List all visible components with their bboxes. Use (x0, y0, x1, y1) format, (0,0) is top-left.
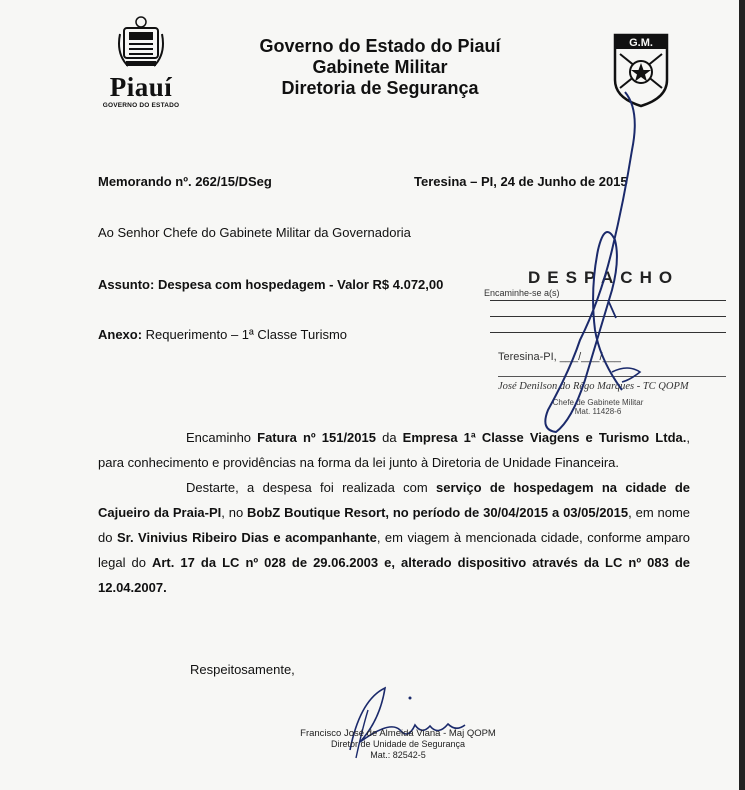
body-text: , em viagem à mencionada cidade, conforme amparo legal do (98, 530, 691, 570)
stamp-title: DESPACHO (528, 268, 680, 287)
body-paragraph-2 (98, 475, 690, 600)
stamp-rule (490, 332, 726, 333)
header-title-line-1: Governo do Estado do Piauí (259, 36, 501, 56)
legal-reference: Art. 17 da LC nº 028 de 29.06.2003 e, alterado dispositivo através da LC nº 083 de 12.04.2007. (98, 555, 690, 595)
stamp-rule (490, 316, 726, 317)
body-text: Encaminho (186, 430, 258, 445)
logo-subtitle: GOVERNO DO ESTADO (102, 102, 180, 109)
memo-body (98, 425, 690, 600)
body-text: , no (221, 505, 248, 520)
stamp-place-date: Teresina-PI, ___/___/___ (498, 351, 621, 363)
invoice-number: Fatura nº 151/2015 (257, 430, 376, 445)
stamp-rule (490, 300, 726, 301)
stamp-caption: Encaminhe-se a(s) (484, 288, 560, 298)
signatory-block (288, 728, 508, 761)
shield-icon (612, 32, 670, 108)
stamp-role-line-2: Mat. 11428-6 (574, 407, 622, 416)
shield-text: G.M. (629, 37, 653, 49)
header-title-line-2: Gabinete Militar (312, 57, 448, 77)
stamp-signer-name: José Denilson do Rêgo Marques - TC QOPM (498, 381, 689, 392)
header-title-line-3: Diretoria de Segurança (281, 78, 479, 98)
logo-wordmark: Piauí (109, 72, 173, 102)
guest-name: Sr. Vinivius Ribeiro Dias e acompanhante (116, 530, 377, 545)
stamp-signature-line (498, 376, 726, 377)
signatory-registration: Mat.: 82542-5 (370, 750, 426, 760)
body-text: Destarte, a despesa foi realizada com (186, 480, 437, 495)
memo-subject (98, 277, 443, 292)
body-text: , em nome do (98, 505, 691, 545)
memo-annex (98, 327, 347, 342)
piaui-state-logo (98, 14, 184, 126)
body-text: , para conhecimento e providências na forma da lei junto à Diretoria de Unidade Financeira. (98, 430, 690, 470)
hotel-and-period: BobZ Boutique Resort, no período de 30/04/2015 a 03/05/2015 (247, 505, 629, 520)
annex-label: Anexo: (98, 327, 146, 342)
body-text: da (375, 430, 403, 445)
service-description: serviço de hospedagem na cidade de Cajueiro da Praia-PI (98, 480, 690, 520)
despacho-stamp (484, 268, 734, 418)
company-name: Empresa 1ª Classe Viagens e Turismo Ltda. (402, 430, 687, 445)
closing-salutation: Respeitosamente, (190, 662, 295, 677)
stamp-role-line-1: Chefe de Gabinete Militar (552, 398, 644, 407)
stamp-signer-role (538, 398, 658, 416)
memo-date: Teresina – PI, 24 de Junho de 2015 (414, 174, 628, 189)
scan-edge (739, 0, 745, 790)
subject-text: Despesa com hospedagem - Valor R$ 4.072,00 (157, 277, 444, 292)
body-paragraph-1 (98, 425, 690, 475)
memo-recipient: Ao Senhor Chefe do Gabinete Militar da Governadoria (98, 225, 411, 240)
subject-label: Assunto: (98, 277, 158, 292)
annex-text: Requerimento – 1ª Classe Turismo (145, 327, 348, 342)
military-cabinet-shield (612, 32, 670, 108)
signatory-name: Francisco José de Almeida Viana - Maj QOPM (300, 728, 496, 739)
signatory-role: Diretor de Unidade de Segurança (330, 739, 466, 749)
header-titles (230, 36, 530, 99)
memo-number: Memorando nº. 262/15/DSeg (98, 174, 272, 189)
coat-of-arms-icon (116, 14, 166, 72)
